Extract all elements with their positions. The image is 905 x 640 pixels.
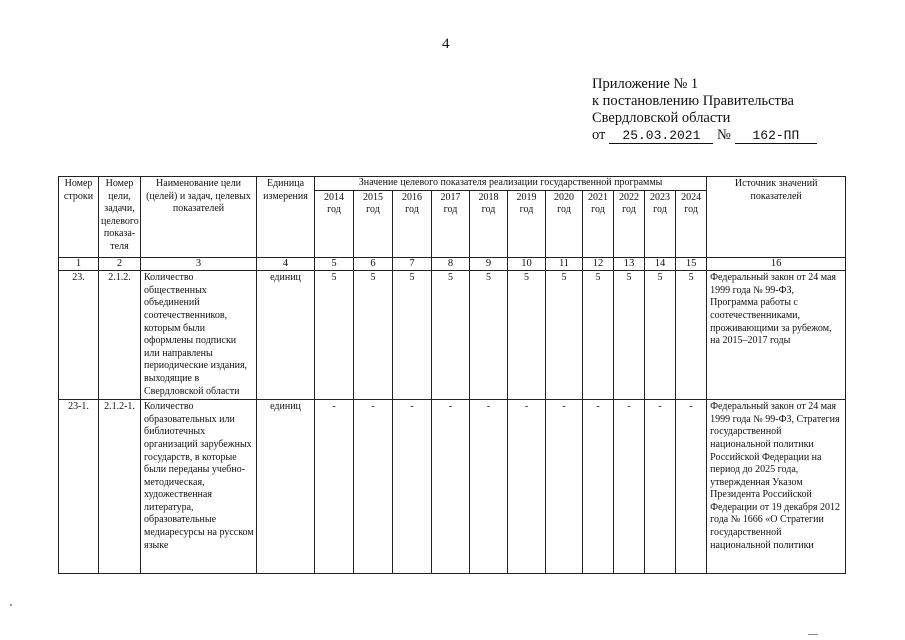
header-values-group: Значение целевого показателя реализации государственной программы — [315, 177, 707, 191]
column-number: 15 — [676, 257, 707, 271]
value-cell: - — [354, 400, 393, 574]
scan-mark — [808, 634, 818, 635]
column-number: 5 — [315, 257, 354, 271]
value-cell: 5 — [393, 271, 432, 400]
header-year: 2014 год — [315, 190, 354, 257]
column-number: 14 — [645, 257, 676, 271]
column-number: 6 — [354, 257, 393, 271]
value-cell: 5 — [508, 271, 546, 400]
value-cell: - — [676, 400, 707, 574]
header-row-group — [59, 177, 846, 191]
header-goal-number: Номер цели, задачи, целевого показа-теля — [99, 177, 141, 258]
column-number: 7 — [393, 257, 432, 271]
column-number: 2 — [99, 257, 141, 271]
appendix-date-line — [592, 127, 817, 144]
column-number: 11 — [546, 257, 583, 271]
header-year: 2024 год — [676, 190, 707, 257]
column-number: 9 — [470, 257, 508, 271]
column-number: 1 — [59, 257, 99, 271]
column-number: 12 — [583, 257, 614, 271]
value-cell: 5 — [470, 271, 508, 400]
header-source: Источник значений показателей — [707, 177, 846, 258]
row-number-cell: 23-1. — [59, 400, 99, 574]
header-row-number: Номер строки — [59, 177, 99, 258]
column-number: 13 — [614, 257, 645, 271]
table-row — [59, 271, 846, 400]
unit-cell: единиц — [257, 271, 315, 400]
header-year: 2023 год — [645, 190, 676, 257]
header-unit: Единица измерения — [257, 177, 315, 258]
column-number: 8 — [432, 257, 470, 271]
table-row — [59, 400, 846, 574]
appendix-region-line: Свердловской области — [592, 110, 731, 126]
header-year: 2015 год — [354, 190, 393, 257]
header-year: 2016 год — [393, 190, 432, 257]
value-cell: 5 — [614, 271, 645, 400]
header-name: Наименование цели (целей) и задач, целевых показателей — [141, 177, 257, 258]
number-label: № — [717, 127, 731, 143]
appendix-decree-line: к постановлению Правительства — [592, 93, 794, 109]
value-cell: 5 — [354, 271, 393, 400]
value-cell: - — [393, 400, 432, 574]
column-number: 16 — [707, 257, 846, 271]
from-label: от — [592, 127, 606, 143]
column-number: 4 — [257, 257, 315, 271]
decree-date: 25.03.2021 — [609, 129, 713, 144]
header-year: 2019 год — [508, 190, 546, 257]
appendix-title: Приложение № 1 — [592, 76, 699, 92]
value-cell: 5 — [432, 271, 470, 400]
value-cell: - — [432, 400, 470, 574]
header-year: 2017 год — [432, 190, 470, 257]
source-cell: Федеральный закон от 24 мая 1999 года № 99-ФЗ, Программа работы с соотечественниками, проживающими за рубежом, на 2015–2017 годы — [707, 271, 846, 400]
value-cell: - — [315, 400, 354, 574]
indicators-table — [58, 176, 846, 574]
goal-number-cell: 2.1.2-1. — [99, 400, 141, 574]
goal-number-cell: 2.1.2. — [99, 271, 141, 400]
value-cell: - — [583, 400, 614, 574]
column-number-row — [59, 257, 846, 271]
unit-cell: единиц — [257, 400, 315, 574]
source-cell: Федеральный закон от 24 мая 1999 года № 99-ФЗ, Стратегия государственной национальной политики Российской Федерации на период до 2025 года, утвержденная Указом Президента Российской Федерации от 19 декабря 2012 года № 1666 «О Стратегии государственной национальной политики — [707, 400, 846, 574]
column-number: 10 — [508, 257, 546, 271]
value-cell: - — [614, 400, 645, 574]
header-year: 2021 год — [583, 190, 614, 257]
column-number: 3 — [141, 257, 257, 271]
header-year: 2022 год — [614, 190, 645, 257]
row-number-cell: 23. — [59, 271, 99, 400]
name-cell: Количество общественных объединений соотечественников, которым были оформлены подписки или направлены периодические издания, выходящие в Свердловской области — [141, 271, 257, 400]
value-cell: 5 — [315, 271, 354, 400]
appendix-header — [592, 76, 817, 144]
header-year: 2020 год — [546, 190, 583, 257]
value-cell: 5 — [583, 271, 614, 400]
value-cell: - — [508, 400, 546, 574]
page-number: 4 — [442, 36, 450, 52]
scan-dot — [10, 604, 12, 606]
name-cell: Количество образовательных или библиотечных организаций зарубежных государств, в которые были переданы учебно-методическая, художественная литература, образовательные медиаресурсы на русском языке — [141, 400, 257, 574]
value-cell: - — [645, 400, 676, 574]
value-cell: 5 — [546, 271, 583, 400]
decree-number: 162-ПП — [735, 129, 817, 144]
value-cell: 5 — [645, 271, 676, 400]
value-cell: - — [546, 400, 583, 574]
header-year: 2018 год — [470, 190, 508, 257]
value-cell: 5 — [676, 271, 707, 400]
value-cell: - — [470, 400, 508, 574]
